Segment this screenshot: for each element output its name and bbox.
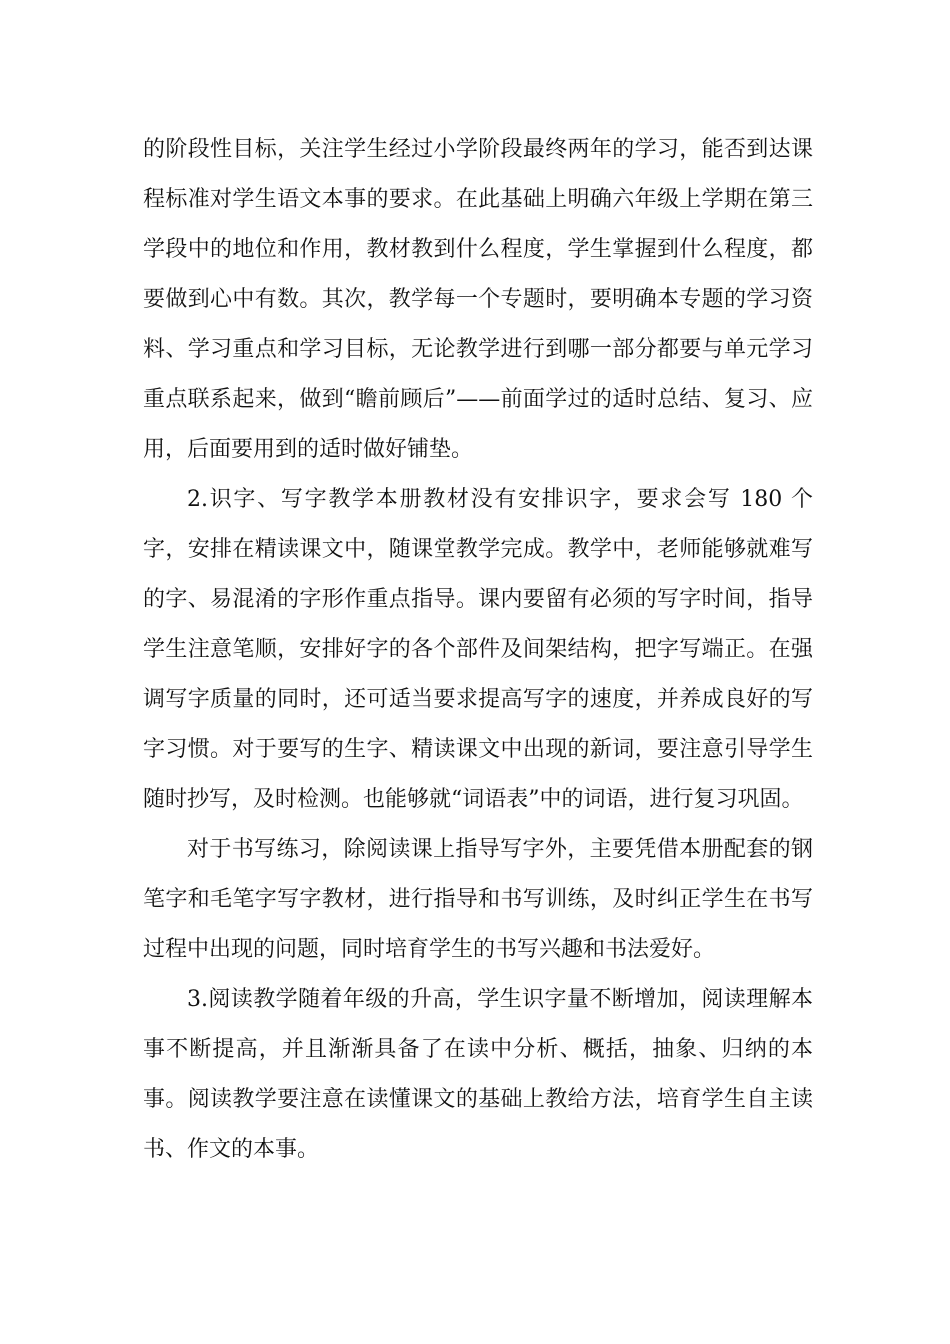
- paragraph-literacy-writing: 2.识字、写字教学本册教材没有安排识字，要求会写 180 个字，安排在精读课文中，随课堂教学完成。教学中，老师能够就难写的字、易混淆的字形作重点指导。课内要留有必须的写字时间，指导学生注意笔顺，安排好字的各个部件及间架结构，把字写端正。在强调写字质量的同时，还可适当要求提高写字的速度，并养成良好的写字习惯。对于要写的生字、精读课文中出现的新词，要注意引导学生随时抄写，及时检测。也能够就“词语表”中的词语，进行复习巩固。: [143, 487, 813, 812]
- paragraph-reading-teaching: 3.阅读教学随着年级的升高，学生识字量不断增加，阅读理解本事不断提高，并且渐渐具备了在读中分析、概括，抽象、归纳的本事。阅读教学要注意在读懂课文的基础上教给方法，培育学生自主读书、作文的本事。: [143, 987, 813, 1162]
- paragraph-continuation: 的阶段性目标，关注学生经过小学阶段最终两年的学习，能否到达课程标准对学生语文本事的要求。在此基础上明确六年级上学期在第三学段中的地位和作用，教材教到什么程度，学生掌握到什么程度，都要做到心中有数。其次，教学每一个专题时，要明确本专题的学习资料、学习重点和学习目标，无论教学进行到哪一部分都要与单元学习重点联系起来，做到“瞻前顾后”——前面学过的适时总结、复习、应用，后面要用到的适时做好铺垫。: [143, 137, 813, 462]
- paragraph-handwriting-practice: 对于书写练习，除阅读课上指导写字外，主要凭借本册配套的钢笔字和毛笔字写字教材，进行指导和书写训练，及时纠正学生在书写过程中出现的问题，同时培育学生的书写兴趣和书法爱好。: [143, 837, 813, 962]
- document-body: [143, 125, 813, 1175]
